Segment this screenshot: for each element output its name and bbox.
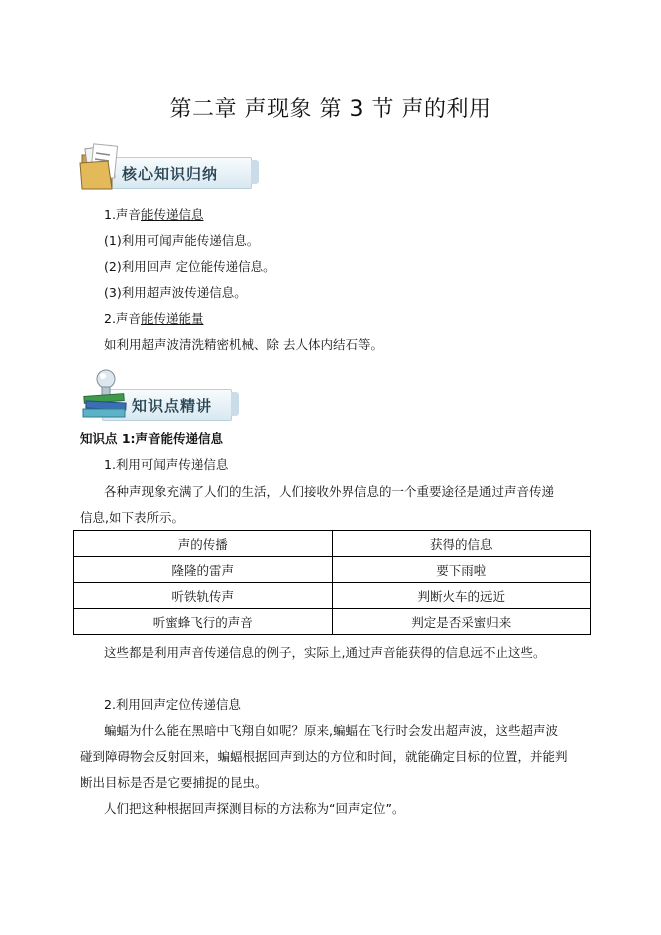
knowledge-points-banner bbox=[80, 385, 240, 419]
table-header-cell: 获得的信息 bbox=[332, 531, 591, 557]
section-heading: 1.利用可闻声传递信息 bbox=[104, 457, 229, 472]
table-row bbox=[74, 557, 591, 583]
core-item-6: 如利用超声波清洗精密机械、除 去人体内结石等。 bbox=[104, 337, 383, 352]
paragraph-line: 人们把这种根据回声探测目标的方法称为“回声定位”。 bbox=[104, 801, 405, 816]
table-row bbox=[74, 609, 591, 635]
paragraph-line: 这些都是利用声音传递信息的例子，实际上,通过声音能获得的信息远不止这些。 bbox=[104, 645, 546, 660]
table-cell: 隆隆的雷声 bbox=[74, 557, 333, 583]
paragraph-line: 各种声现象充满了人们的生活，人们接收外界信息的一个重要途径是通过声音传递 bbox=[104, 484, 555, 499]
table-header-cell: 声的传播 bbox=[74, 531, 333, 557]
banner-label: 核心知识归纳 bbox=[122, 165, 219, 183]
core-item-4: (3)利用超声波传递信息。 bbox=[104, 285, 247, 300]
page-title: 第二章 声现象 第 3 节 声的利用 bbox=[169, 97, 492, 122]
paragraph-line: 蝙蝠为什么能在黑暗中飞翔自如呢？原来,蝙蝠在飞行时会发出超声波，这些超声波 bbox=[104, 723, 558, 738]
section-heading: 2.利用回声定位传递信息 bbox=[104, 697, 241, 712]
table-cell: 判定是否采蜜归来 bbox=[332, 609, 591, 635]
table-row bbox=[74, 583, 591, 609]
paragraph-line: 信息,如下表所示。 bbox=[80, 510, 184, 525]
table-cell: 听蜜蜂飞行的声音 bbox=[74, 609, 333, 635]
folder-documents-icon bbox=[78, 141, 122, 191]
table-cell: 判断火车的远近 bbox=[332, 583, 591, 609]
core-knowledge-banner bbox=[78, 153, 258, 187]
paragraph-line: 断出目标是否是它要捕捉的昆虫。 bbox=[80, 775, 268, 790]
banner-label: 知识点精讲 bbox=[132, 397, 213, 415]
table-header-row bbox=[74, 531, 591, 557]
paragraph-line: 碰到障碍物会反射回来，蝙蝠根据回声到达的方位和时间，就能确定目标的位置，并能判 bbox=[80, 749, 568, 764]
info-table bbox=[73, 530, 591, 635]
core-item-3: (2)利用回声 定位能传递信息。 bbox=[104, 259, 276, 274]
core-item-1: 1.声音能传递信息 bbox=[104, 207, 204, 222]
table-cell: 要下雨啦 bbox=[332, 557, 591, 583]
books-lamp-icon bbox=[80, 363, 132, 421]
knowledge-point-heading: 知识点 1:声音能传递信息 bbox=[80, 431, 224, 446]
core-item-2: (1)利用可闻声能传递信息。 bbox=[104, 233, 260, 248]
core-item-5: 2.声音能传递能量 bbox=[104, 311, 204, 326]
table-cell: 听铁轨传声 bbox=[74, 583, 333, 609]
